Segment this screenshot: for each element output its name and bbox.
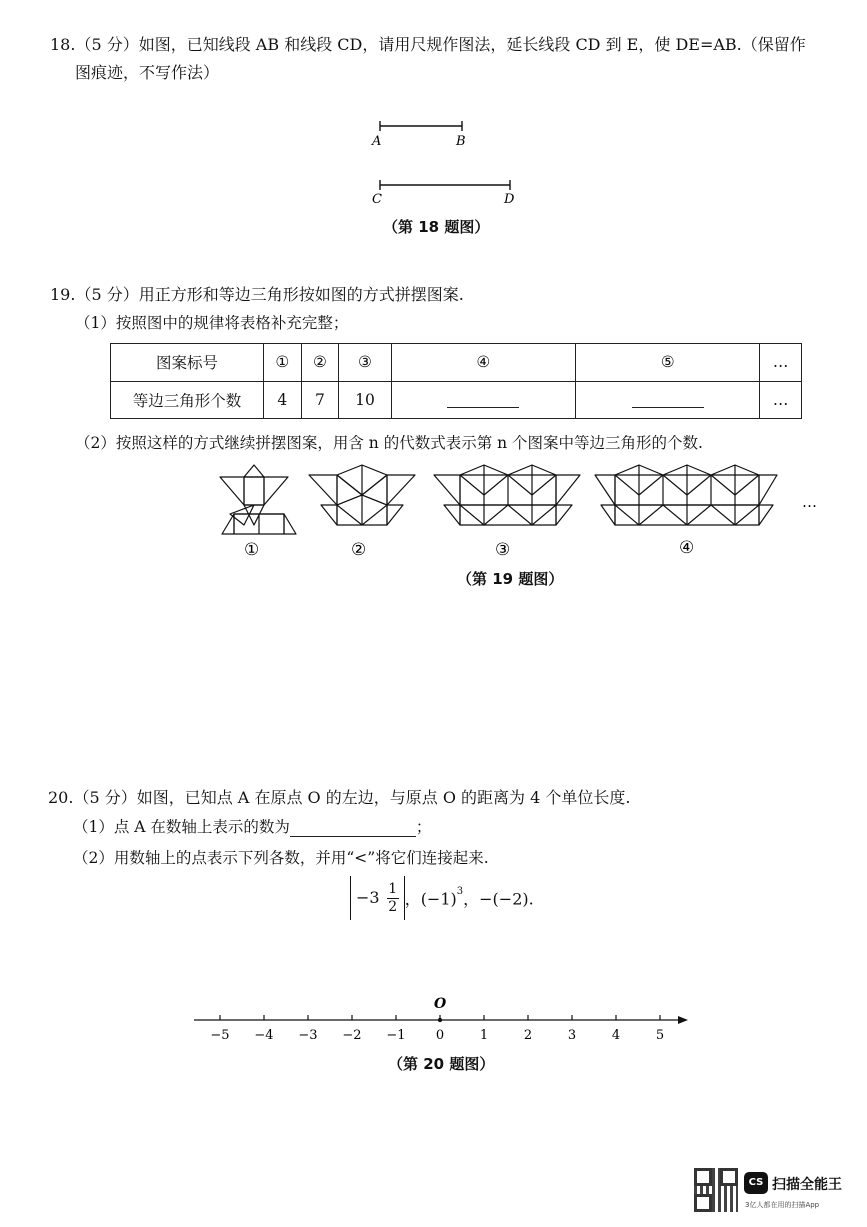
table-cell: ①	[264, 344, 302, 382]
axis-tick-label: −5	[210, 1028, 230, 1043]
answer-blank-4[interactable]	[391, 381, 575, 419]
table-row	[111, 344, 802, 382]
fraction	[387, 881, 399, 916]
axis-tick-label: −4	[254, 1028, 274, 1043]
table-cell: 4	[264, 381, 302, 419]
q19-patterns-figure	[210, 462, 830, 562]
expr-exponent: 3	[456, 886, 464, 897]
axis-tick-label: −1	[386, 1028, 406, 1043]
footer-brand: 扫描全能王	[772, 1177, 842, 1193]
number-line	[190, 992, 695, 1044]
label-b: B	[456, 134, 466, 149]
q19-caption: （第 19 题图）	[457, 570, 564, 588]
table-header-cell: 图案标号	[111, 344, 264, 382]
axis-tick-label: −3	[298, 1028, 318, 1043]
q20-caption: （第 20 题图）	[388, 1055, 495, 1073]
origin-label: O	[434, 996, 447, 1012]
segment-ab	[380, 121, 462, 131]
expr-tail: ，−(−2).	[463, 889, 534, 909]
pattern-3	[434, 465, 580, 525]
q20-part1-prefix: （1）点 A 在数轴上表示的数为	[73, 818, 290, 836]
axis-tick-label: 4	[611, 1028, 621, 1043]
q18-segments-figure	[360, 118, 530, 210]
fraction-denominator: 2	[388, 898, 398, 915]
pattern-label-1: ①	[244, 540, 260, 560]
table-cell: ⑤	[575, 344, 759, 382]
q19-part1: （1）按照图中的规律将表格补充完整；	[75, 314, 349, 332]
table-cell: …	[760, 344, 802, 382]
q20-answer-blank[interactable]	[290, 820, 416, 837]
camscanner-logo-icon: CS	[744, 1172, 768, 1194]
table-cell: 10	[339, 381, 391, 419]
q19-table	[110, 343, 802, 419]
axis-tick-label: 5	[655, 1028, 665, 1043]
pattern-label-2: ②	[351, 540, 367, 560]
q19-part2: （2）按照这样的方式继续拼摆图案，用含 n 的代数式表示第 n 个图案中等边三角形的个数.	[75, 434, 703, 452]
table-cell: ②	[301, 344, 339, 382]
answer-blank-5[interactable]	[575, 381, 759, 419]
label-c: C	[372, 192, 382, 207]
axis-tick-label: −2	[342, 1028, 362, 1043]
q20-title: 20.（5 分）如图，已知点 A 在原点 O 的左边，与原点 O 的距离为 4 个单位长度.	[48, 788, 631, 807]
table-header-cell: 等边三角形个数	[111, 381, 264, 419]
table-cell: …	[760, 381, 802, 419]
table-cell: ④	[391, 344, 575, 382]
q20-expression	[350, 876, 534, 920]
q20-part1-suffix: ；	[415, 818, 432, 836]
footer-tagline: 3亿人都在用的扫描App	[745, 1201, 820, 1209]
pattern-4	[595, 465, 777, 525]
table-cell: ③	[339, 344, 391, 382]
mixed-whole: −3	[356, 888, 380, 907]
table-cell: 7	[301, 381, 339, 419]
blank-line	[632, 393, 704, 408]
pattern-label-3: ③	[495, 540, 511, 560]
fraction-numerator: 1	[388, 880, 398, 897]
qr-code-icon	[694, 1168, 738, 1212]
pattern-label-4: ④	[679, 538, 695, 558]
q18-caption: （第 18 题图）	[383, 218, 490, 236]
q19-title: 19.（5 分）用正方形和等边三角形按如图的方式拼摆图案.	[50, 285, 464, 304]
axis-tick-label: 0	[435, 1028, 445, 1043]
q18-text-line1: 18.（5 分）如图，已知线段 AB 和线段 CD，请用尺规作图法，延长线段 CD 到 E，使 DE=AB.（保留作	[50, 35, 806, 54]
blank-line	[447, 393, 519, 408]
table-row	[111, 381, 802, 419]
pattern-ellipsis: …	[802, 493, 817, 511]
axis-tick-label: 3	[567, 1028, 577, 1043]
expr-rest: ，(−1)	[404, 889, 457, 909]
pattern-2	[309, 465, 415, 525]
q20-part2: （2）用数轴上的点表示下列各数，并用“<”将它们连接起来.	[73, 849, 489, 867]
pattern-1	[220, 465, 296, 534]
arrow-right-icon	[678, 1016, 688, 1024]
segment-cd	[380, 180, 510, 190]
absolute-value	[350, 876, 405, 920]
q18-text-line2: 图痕迹，不写作法）	[75, 63, 220, 82]
label-a: A	[372, 134, 382, 149]
q20-part1	[73, 815, 431, 837]
axis-tick-label: 2	[523, 1028, 533, 1043]
label-d: D	[504, 192, 515, 207]
axis-tick-label: 1	[479, 1028, 489, 1043]
